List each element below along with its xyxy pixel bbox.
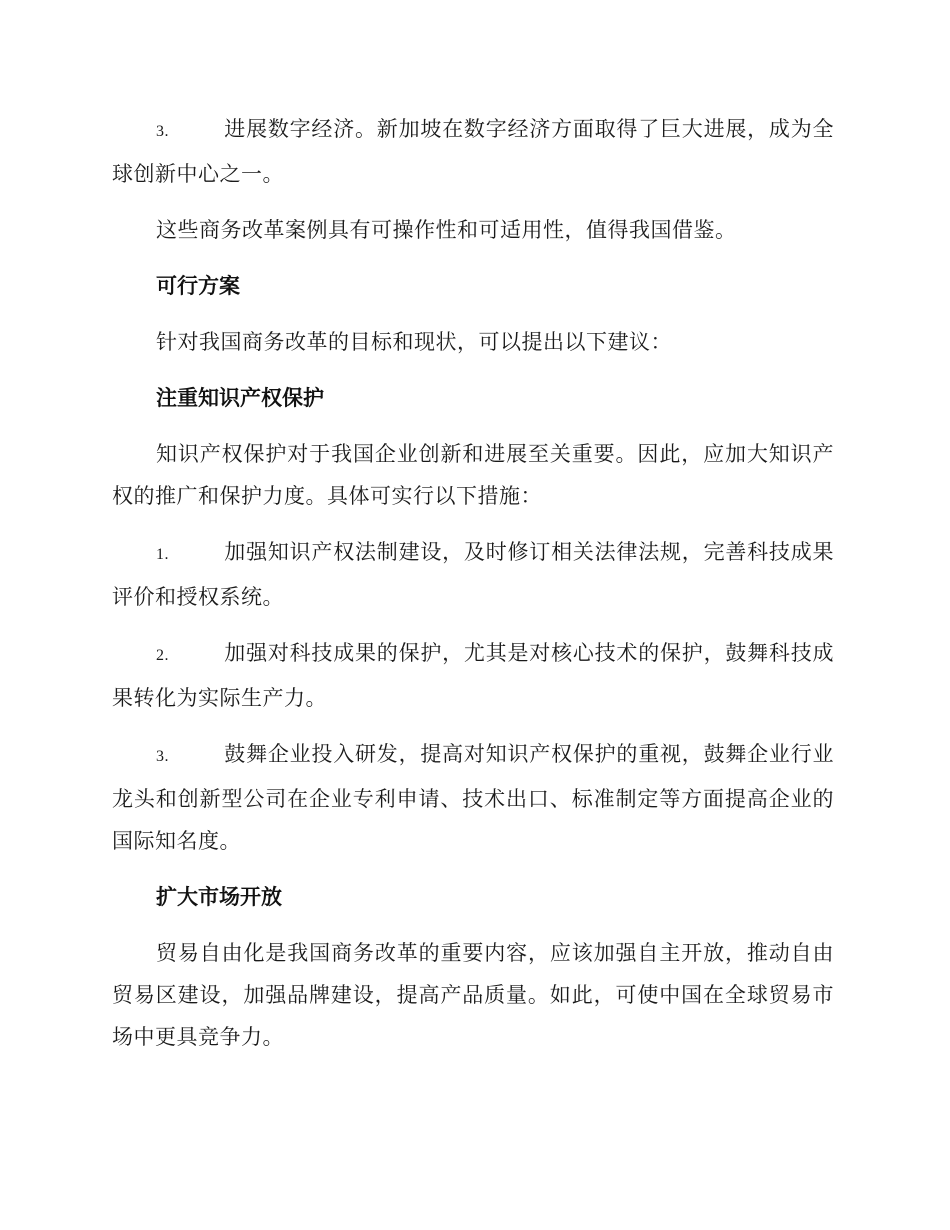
list-item: [112, 733, 834, 862]
section-heading-ip: 注重知识产权保护: [156, 386, 324, 410]
list-item-text: 加强知识产权法制建设，及时修订相关法律法规，完善科技成果评价和授权系统。: [112, 540, 834, 609]
ip-paragraph: 知识产权保护对于我国企业创新和进展至关重要。因此，应加大知识产权的推广和保护力度。具体可实行以下措施：: [112, 442, 834, 508]
list-item-text: 鼓舞企业投入研发，提高对知识产权保护的重视，鼓舞企业行业龙头和创新型公司在企业专利申请、技术出口、标准制定等方面提高企业的国际知名度。: [112, 742, 834, 853]
summary-paragraph: 这些商务改革案例具有可操作性和可适用性，值得我国借鉴。: [156, 218, 737, 242]
section-heading-market: 扩大市场开放: [156, 885, 282, 909]
document-body: [112, 108, 834, 1058]
list-number: 2.: [156, 647, 169, 664]
list-number: 3.: [156, 123, 169, 140]
list-item: [112, 108, 834, 195]
intro-paragraph: 针对我国商务改革的目标和现状，可以提出以下建议：: [156, 330, 672, 354]
section-heading-feasible: 可行方案: [156, 274, 240, 298]
list-item-text: 进展数字经济。新加坡在数字经济方面取得了巨大进展，成为全球创新中心之一。: [112, 117, 834, 186]
list-number: 3.: [156, 748, 169, 765]
list-item: [112, 632, 834, 719]
list-item: [112, 531, 834, 618]
list-number: 1.: [156, 546, 169, 563]
list-item-text: 加强对科技成果的保护，尤其是对核心技术的保护，鼓舞科技成果转化为实际生产力。: [112, 641, 834, 710]
market-paragraph: 贸易自由化是我国商务改革的重要内容，应该加强自主开放，推动自由贸易区建设，加强品牌建设，提高产品质量。如此，可使中国在全球贸易市场中更具竞争力。: [112, 941, 834, 1049]
